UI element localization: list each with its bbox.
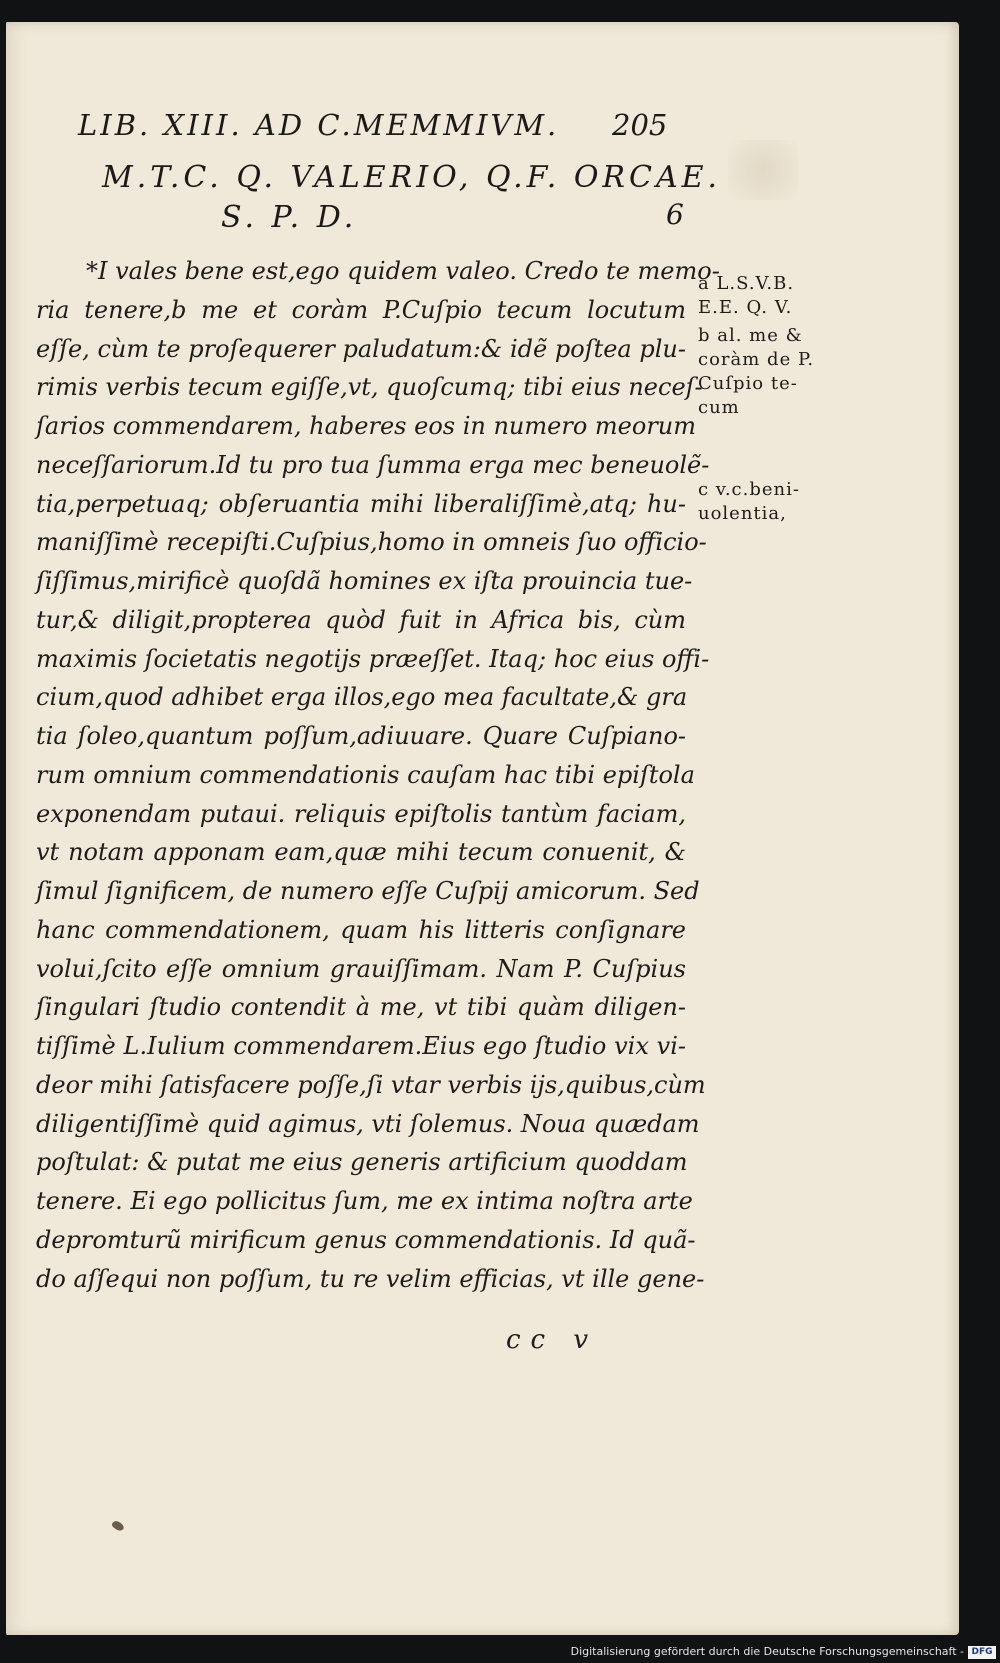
page-number: 205 <box>612 108 668 142</box>
ink-speck <box>111 1519 125 1533</box>
margin-note-b: b al. me & coràm de P. Cuſpio te- cum <box>698 325 815 418</box>
text-line: maximis ſocietatis negotijs præeſſet. Itaq; hoc eius offi- <box>36 644 710 673</box>
text-line: tur,& diligit,propterea quòd fuit in Africa bis, cùm <box>36 605 686 634</box>
text-line: rimis verbis tecum egiſſe,vt, quoſcumq; tibi eius neceſ- <box>36 373 703 402</box>
footer-bar <box>0 1643 1000 1663</box>
text-line: eſſe, cùm te proſequerer paludatum:& idẽ poſtea plu- <box>36 334 686 363</box>
letter-salutation: S. P. D. <box>221 200 358 235</box>
margin-note-a: a L.S.V.B. E.E. Q. V. <box>698 273 795 318</box>
text-line: depromturũ mirificum genus commendationis. Id quã- <box>36 1225 696 1254</box>
text-line: vt notam apponam eam,quæ mihi tecum conuenit, & <box>36 838 686 867</box>
text-line: tiſſimè L.Iulium commendarem.Eius ego ſtudio vix vi- <box>36 1032 686 1060</box>
text-line: ſarios commendarem, haberes eos in numero meorum <box>36 412 696 440</box>
letter-body <box>36 252 720 1298</box>
text-line: volui,ſcito eſſe omnium grauiſſimam. Nam P. Cuſpius <box>36 954 686 983</box>
text-line: poſtulat: & putat me eius generis artificium quoddam <box>36 1148 688 1177</box>
running-title: LIB. XIII. AD C.MEMMIVM. <box>78 108 560 142</box>
text-line: tenere. Ei ego pollicitus ſum, me ex intima noſtra arte <box>36 1187 693 1215</box>
dfg-logo: DFG <box>968 1646 996 1659</box>
text-line: hanc commendationem, quam his litteris conſignare <box>36 915 686 944</box>
book-page <box>6 22 959 1635</box>
letter-title: M.T.C. Q. VALERIO, Q.F. ORCAE. <box>102 160 722 195</box>
funding-credit: Digitalisierung gefördert durch die Deutsche Forschungsgemeinschaft - <box>570 1645 964 1658</box>
text-line: do aſſequi non poſſum, tu re velim efficias, vt ille gene- <box>36 1264 705 1293</box>
text-line: tia,perpetuaq; obſeruantia mihi liberaliſſimè,atq; hu- <box>36 489 686 518</box>
letter-number: 6 <box>666 198 684 231</box>
text-line: ſingulari ſtudio contendit à me, vt tibi quàm diligen- <box>36 993 686 1022</box>
margin-note-c: c v.c.beni- uolentia, <box>698 479 800 524</box>
text-line: exponendam putaui. reliquis epiſtolis tantùm faciam, <box>36 799 686 828</box>
text-line: cium,quod adhibet erga illos,ego mea facultate,& gra <box>36 683 688 712</box>
text-line: ſiſſimus,mirificè quoſdã homines ex iſta prouincia tue- <box>36 567 693 595</box>
text-line: tia ſoleo,quantum poſſum,adiuuare. Quare Cuſpiano- <box>36 722 686 750</box>
text-line: neceſſariorum.Id tu pro tua ſumma erga mec beneuolẽ- <box>36 450 710 479</box>
text-line: diligentiſſimè quid agimus, vti ſolemus. Noua quædam <box>36 1109 700 1138</box>
signature-mark: cc v <box>506 1325 599 1355</box>
text-line: ria tenere,b me et coràm P.Cuſpio tecum locutum <box>36 295 686 324</box>
text-line: deor mihi ſatisfacere poſſe,ſi vtar verbis ijs,quibus,cùm <box>36 1070 706 1099</box>
text-line: ſimul ſignificem, de numero eſſe Cuſpij amicorum. Sed <box>36 877 700 905</box>
paper-stain <box>728 140 798 200</box>
text-line: rum omnium commendationis cauſam hac tibi epiſtola <box>36 760 695 789</box>
text-line: maniſſimè recepiſti.Cuſpius,homo in omneis ſuo officio- <box>36 528 707 557</box>
text-line: *I vales bene est,ego quidem valeo. Credo te memo- <box>86 257 720 285</box>
